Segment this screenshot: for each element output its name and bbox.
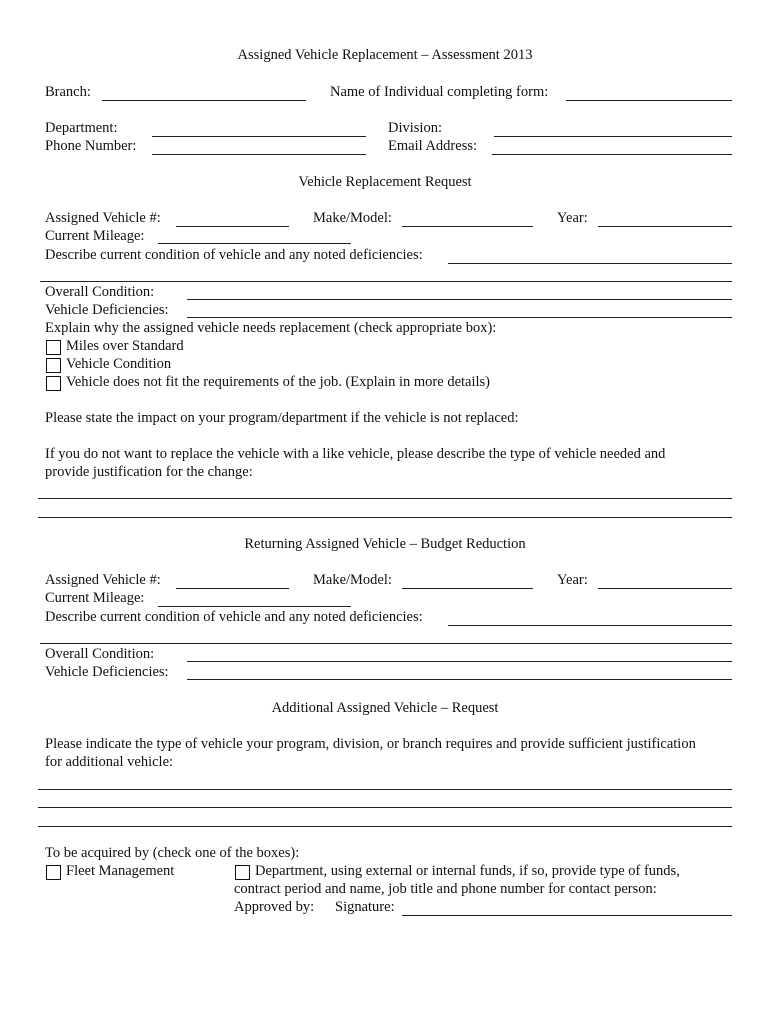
additional-justification-line-1[interactable]: [38, 789, 732, 790]
form-title: Assigned Vehicle Replacement – Assessment 2013: [237, 47, 533, 63]
acquired-label: To be acquired by (check one of the boxes):: [45, 845, 300, 861]
miles-over-standard-checkbox[interactable]: [46, 340, 61, 355]
returning-make-model-label: Make/Model:: [313, 572, 392, 588]
returning-vehicle-num-field[interactable]: [176, 588, 289, 589]
replacement-deficiencies-label: Vehicle Deficiencies:: [45, 302, 169, 318]
justification-line-1[interactable]: [38, 498, 732, 499]
job-requirements-checkbox[interactable]: [46, 376, 61, 391]
replacement-make-model-label: Make/Model:: [313, 210, 392, 226]
replacement-year-field[interactable]: [598, 226, 732, 227]
replacement-mileage-field[interactable]: [158, 243, 351, 244]
returning-mileage-label: Current Mileage:: [45, 590, 145, 606]
justification-line-2[interactable]: [38, 517, 732, 518]
returning-overall-field[interactable]: [187, 661, 732, 662]
department-funds-label-line2: contract period and name, job title and phone number for contact person:: [234, 881, 657, 897]
email-field[interactable]: [492, 154, 732, 155]
miles-over-standard-label: Miles over Standard: [66, 338, 184, 354]
division-field[interactable]: [494, 136, 732, 137]
name-label: Name of Individual completing form:: [330, 84, 549, 100]
replacement-year-label: Year:: [557, 210, 588, 226]
indicate-text-line2: for additional vehicle:: [45, 754, 174, 770]
approved-by-label: Approved by:: [234, 899, 315, 915]
impact-label: Please state the impact on your program/department if the vehicle is not replaced:: [45, 410, 519, 426]
replacement-mileage-label: Current Mileage:: [45, 228, 145, 244]
returning-year-label: Year:: [557, 572, 588, 588]
job-requirements-label: Vehicle does not fit the requirements of the job. (Explain in more details): [66, 374, 491, 390]
returning-mileage-field[interactable]: [158, 606, 351, 607]
returning-deficiencies-field[interactable]: [187, 679, 732, 680]
additional-justification-line-3[interactable]: [38, 826, 732, 827]
additional-heading: Additional Assigned Vehicle – Request: [271, 700, 499, 716]
replacement-vehicle-num-field[interactable]: [176, 226, 289, 227]
replacement-deficiencies-field[interactable]: [187, 317, 732, 318]
returning-vehicle-num-label: Assigned Vehicle #:: [45, 572, 161, 588]
department-label: Department:: [45, 120, 118, 136]
replacement-describe-field[interactable]: [448, 263, 732, 264]
replacement-heading: Vehicle Replacement Request: [298, 174, 472, 190]
returning-describe-line-2[interactable]: [40, 643, 732, 644]
email-label: Email Address:: [388, 138, 478, 154]
replacement-describe-line-2[interactable]: [40, 281, 732, 282]
replacement-make-model-field[interactable]: [402, 226, 533, 227]
department-funds-label-line1: Department, using external or internal funds, if so, provide type of funds,: [255, 863, 680, 879]
returning-make-model-field[interactable]: [402, 588, 533, 589]
replacement-describe-label: Describe current condition of vehicle and any noted deficiencies:: [45, 247, 423, 263]
like-vehicle-text-line1: If you do not want to replace the vehicle with a like vehicle, please describe the type of vehicle needed and: [45, 446, 666, 462]
returning-heading: Returning Assigned Vehicle – Budget Reduction: [244, 536, 526, 552]
returning-deficiencies-label: Vehicle Deficiencies:: [45, 664, 169, 680]
returning-describe-field[interactable]: [448, 625, 732, 626]
vehicle-condition-label: Vehicle Condition: [66, 356, 172, 372]
vehicle-condition-checkbox[interactable]: [46, 358, 61, 373]
returning-describe-label: Describe current condition of vehicle and any noted deficiencies:: [45, 609, 423, 625]
fleet-management-checkbox[interactable]: [46, 865, 61, 880]
department-field[interactable]: [152, 136, 366, 137]
replacement-overall-field[interactable]: [187, 299, 732, 300]
replacement-vehicle-num-label: Assigned Vehicle #:: [45, 210, 161, 226]
returning-year-field[interactable]: [598, 588, 732, 589]
returning-overall-label: Overall Condition:: [45, 646, 155, 662]
department-funds-checkbox[interactable]: [235, 865, 250, 880]
phone-label: Phone Number:: [45, 138, 137, 154]
division-label: Division:: [388, 120, 442, 136]
like-vehicle-text-line2: provide justification for the change:: [45, 464, 253, 480]
signature-label: Signature:: [335, 899, 395, 915]
branch-label: Branch:: [45, 84, 91, 100]
additional-justification-line-2[interactable]: [38, 807, 732, 808]
branch-field[interactable]: [102, 100, 306, 101]
phone-field[interactable]: [152, 154, 366, 155]
signature-field[interactable]: [402, 915, 732, 916]
replacement-explain-label: Explain why the assigned vehicle needs replacement (check appropriate box):: [45, 320, 497, 336]
fleet-management-label: Fleet Management: [66, 863, 175, 879]
replacement-overall-label: Overall Condition:: [45, 284, 155, 300]
name-field[interactable]: [566, 100, 732, 101]
indicate-text-line1: Please indicate the type of vehicle your program, division, or branch requires and provide sufficient justification: [45, 736, 696, 752]
